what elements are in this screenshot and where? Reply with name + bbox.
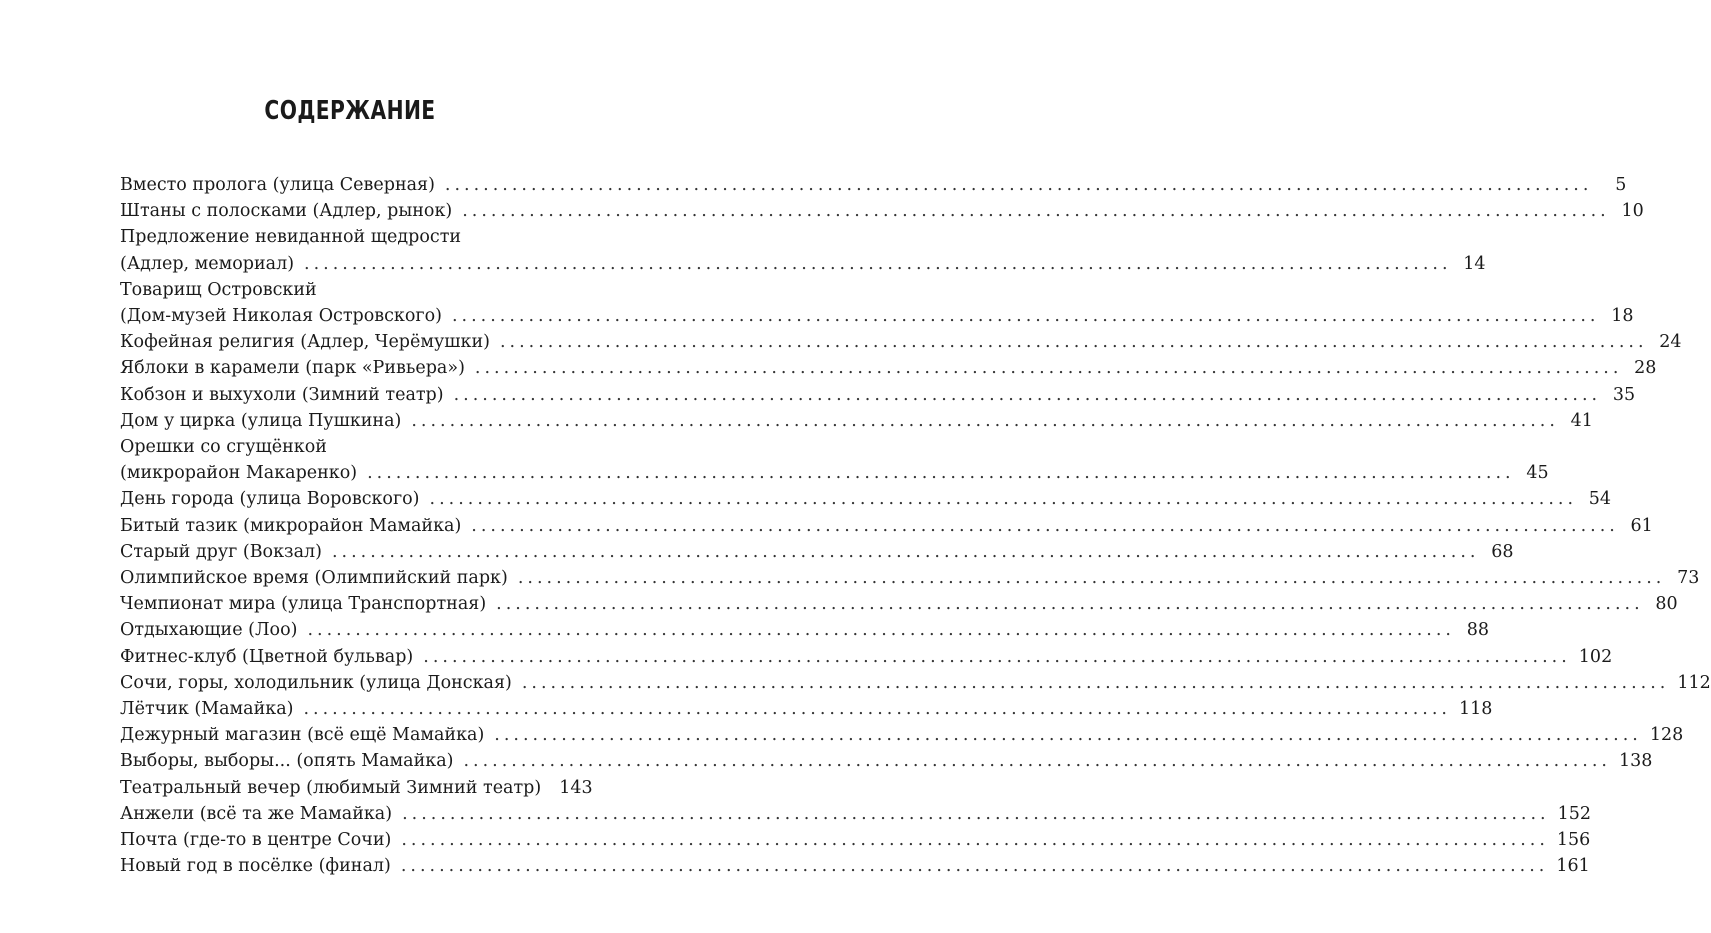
toc-entry[interactable] [120, 670, 1711, 696]
toc-entry-title: Дежурный магазин (всё ещё Мамайка) [120, 725, 485, 746]
toc-entry-row [120, 853, 1590, 879]
toc-entry-title: Театральный вечер (любимый Зимний театр) [120, 777, 542, 798]
toc-entry-title: (микрорайон Макаренко) [120, 463, 358, 484]
dot-leader: ........................................................................................................................ [331, 541, 1480, 562]
toc-entry[interactable] [120, 224, 1486, 276]
toc-page-number: 28 [1634, 358, 1657, 379]
toc-entry[interactable] [120, 827, 1591, 853]
dot-leader: ........................................................................................................................ [496, 594, 1644, 615]
toc-entry-title: (Дом-музей Николая Островского) [120, 306, 442, 327]
toc-page-number: 143 [559, 777, 593, 798]
toc-page-number: 73 [1677, 568, 1700, 589]
page-title: СОДЕРЖАНИЕ [264, 96, 436, 126]
toc-entry-row [120, 329, 1682, 355]
toc-page-number: 61 [1630, 515, 1653, 536]
toc-entry[interactable] [120, 329, 1682, 355]
dot-leader: ........................................................................................................................ [471, 515, 1619, 536]
toc-entry-title: Дом у цирка (улица Пушкина) [120, 410, 402, 431]
toc-page-number: 118 [1459, 699, 1493, 720]
toc-entry-row [120, 408, 1593, 434]
toc-entry-title: Сочи, горы, холодильник (улица Донская) [120, 672, 512, 693]
dot-leader: ........................................................................................................................ [400, 856, 1549, 877]
toc-entry-title: (Адлер, мемориал) [120, 253, 295, 274]
toc-entry-row [120, 670, 1711, 696]
toc-entry-row [120, 303, 1634, 329]
toc-entry-row [120, 486, 1612, 512]
toc-entry-row [120, 355, 1657, 381]
toc-entry[interactable] [120, 748, 1653, 774]
table-of-contents [120, 172, 1711, 879]
toc-entry-title: Фитнес-клуб (Цветной бульвар) [120, 646, 414, 667]
dot-leader: ........................................................................................................................ [494, 725, 1642, 746]
toc-page-number: 10 [1621, 201, 1644, 222]
toc-entry-title: Битый тазик (микрорайон Мамайка) [120, 515, 462, 536]
toc-page-number: 5 [1615, 175, 1627, 195]
toc-page-number: 24 [1659, 332, 1682, 353]
dot-leader: ........................................................................................................................ [463, 751, 1611, 772]
dot-leader: ........................................................................................................................ [402, 803, 1550, 824]
toc-entry[interactable] [120, 722, 1684, 748]
toc-entry[interactable] [120, 696, 1493, 722]
toc-entry-row [120, 382, 1636, 408]
toc-entry-title: Выборы, выборы... (опять Мамайка) [120, 751, 454, 772]
toc-entry[interactable] [120, 644, 1613, 670]
toc-page-number: 80 [1655, 594, 1678, 615]
dot-leader: ........................................................................................................................ [304, 253, 1452, 274]
dot-leader: ........................................................................................................................ [499, 332, 1648, 353]
dot-leader: ........................................................................................................................ [451, 306, 1600, 327]
toc-entry[interactable] [120, 277, 1634, 329]
dot-leader: ........................................................................................................................ [462, 201, 1610, 222]
toc-page-number: 161 [1556, 856, 1590, 877]
toc-entry-title-line: Предложение невиданной щедрости [120, 227, 462, 248]
toc-entry[interactable] [120, 617, 1489, 643]
toc-entry[interactable] [120, 539, 1514, 565]
toc-page-number: 14 [1463, 253, 1486, 274]
toc-entry-row [120, 172, 1627, 198]
toc-entry-row [120, 775, 593, 801]
toc-entry-title: Анжели (всё та же Мамайка) [120, 803, 393, 824]
toc-entry[interactable] [120, 591, 1678, 617]
toc-entry-title: Олимпийское время (Олимпийский парк) [120, 568, 508, 589]
dot-leader: ........................................................................................................................ [307, 620, 1455, 641]
toc-entry[interactable] [120, 198, 1644, 224]
toc-entry-title: Отдыхающие (Лоо) [120, 620, 298, 641]
toc-page-number: 102 [1578, 646, 1613, 667]
dot-leader: ........................................................................................................................ [411, 410, 1559, 431]
toc-entry[interactable] [120, 355, 1657, 381]
toc-entry-title-line: Товарищ Островский [120, 279, 317, 300]
toc-entry-title: Чемпионат мира (улица Транспортная) [120, 594, 487, 615]
toc-entry-row [120, 251, 1486, 277]
toc-entry[interactable] [120, 513, 1653, 539]
toc-entry-title: Кобзон и выхухоли (Зимний театр) [120, 384, 444, 405]
toc-entry-row [120, 801, 1592, 827]
toc-page-number: 152 [1557, 803, 1592, 824]
dot-leader: ........................................................................................................................ [429, 489, 1578, 510]
dot-leader: ........................................................................................................................ [444, 175, 1593, 195]
toc-entry-row [120, 591, 1678, 617]
toc-page-number: 112 [1677, 672, 1711, 693]
toc-entry-title: День города (улица Воровского) [120, 489, 420, 510]
toc-page-number: 35 [1612, 384, 1636, 405]
toc-entry-title: Кофейная религия (Адлер, Черёмушки) [120, 332, 490, 353]
toc-entry[interactable] [120, 801, 1592, 827]
dot-leader: ........................................................................................................................ [517, 568, 1666, 589]
toc-page-number: 88 [1466, 620, 1489, 641]
toc-page-number: 156 [1556, 830, 1591, 851]
toc-entry-row [120, 827, 1591, 853]
toc-entry-title: Лётчик (Мамайка) [120, 699, 294, 720]
dot-leader: ........................................................................................................................ [474, 358, 1623, 379]
toc-page-number: 54 [1588, 489, 1612, 510]
dot-leader: ........................................................................................................................ [453, 384, 1602, 405]
dot-leader: ........................................................................................................................ [521, 672, 1670, 693]
toc-entry-row [120, 198, 1644, 224]
toc-entry-row [120, 460, 1549, 486]
toc-entry-title: Штаны с полосками (Адлер, рынок) [120, 201, 453, 222]
toc-page-number: 41 [1570, 410, 1593, 431]
toc-entry-row [120, 565, 1700, 591]
dot-leader: ........................................................................................................................ [303, 699, 1451, 720]
toc-page-number: 18 [1611, 306, 1634, 327]
toc-entry[interactable] [120, 382, 1636, 408]
toc-entry-row [120, 513, 1653, 539]
toc-entry-title: Яблоки в карамели (парк «Ривьера») [120, 358, 465, 379]
dot-leader: ........................................................................................................................ [367, 463, 1515, 484]
toc-entry-title-line: Орешки со сгущёнкой [120, 437, 327, 458]
toc-page-number: 68 [1491, 541, 1514, 562]
toc-entry-row [120, 696, 1493, 722]
toc-entry-row [120, 748, 1653, 774]
toc-page-number: 128 [1649, 725, 1684, 746]
dot-leader: ........................................................................................................................ [401, 830, 1549, 851]
dot-leader: ........................................................................................................................ [423, 646, 1571, 667]
toc-entry-title: Новый год в посёлке (финал) [120, 856, 391, 877]
toc-entry-row [120, 539, 1514, 565]
toc-entry[interactable] [120, 434, 1549, 486]
toc-entry-title: Почта (где-то в центре Сочи) [120, 830, 392, 851]
toc-entry[interactable] [120, 775, 593, 801]
toc-entry[interactable] [120, 408, 1593, 434]
toc-entry-row [120, 722, 1684, 748]
toc-entry[interactable] [120, 853, 1590, 879]
toc-entry[interactable] [120, 486, 1612, 512]
toc-entry[interactable] [120, 565, 1700, 591]
toc-entry-row [120, 617, 1489, 643]
toc-page-number: 138 [1618, 751, 1653, 772]
toc-page-number: 45 [1526, 463, 1549, 484]
toc-entry-title: Вместо пролога (улица Северная) [120, 175, 435, 195]
toc-entry-row [120, 644, 1613, 670]
toc-entry[interactable] [120, 172, 1627, 198]
toc-entry-title: Старый друг (Вокзал) [120, 541, 322, 562]
